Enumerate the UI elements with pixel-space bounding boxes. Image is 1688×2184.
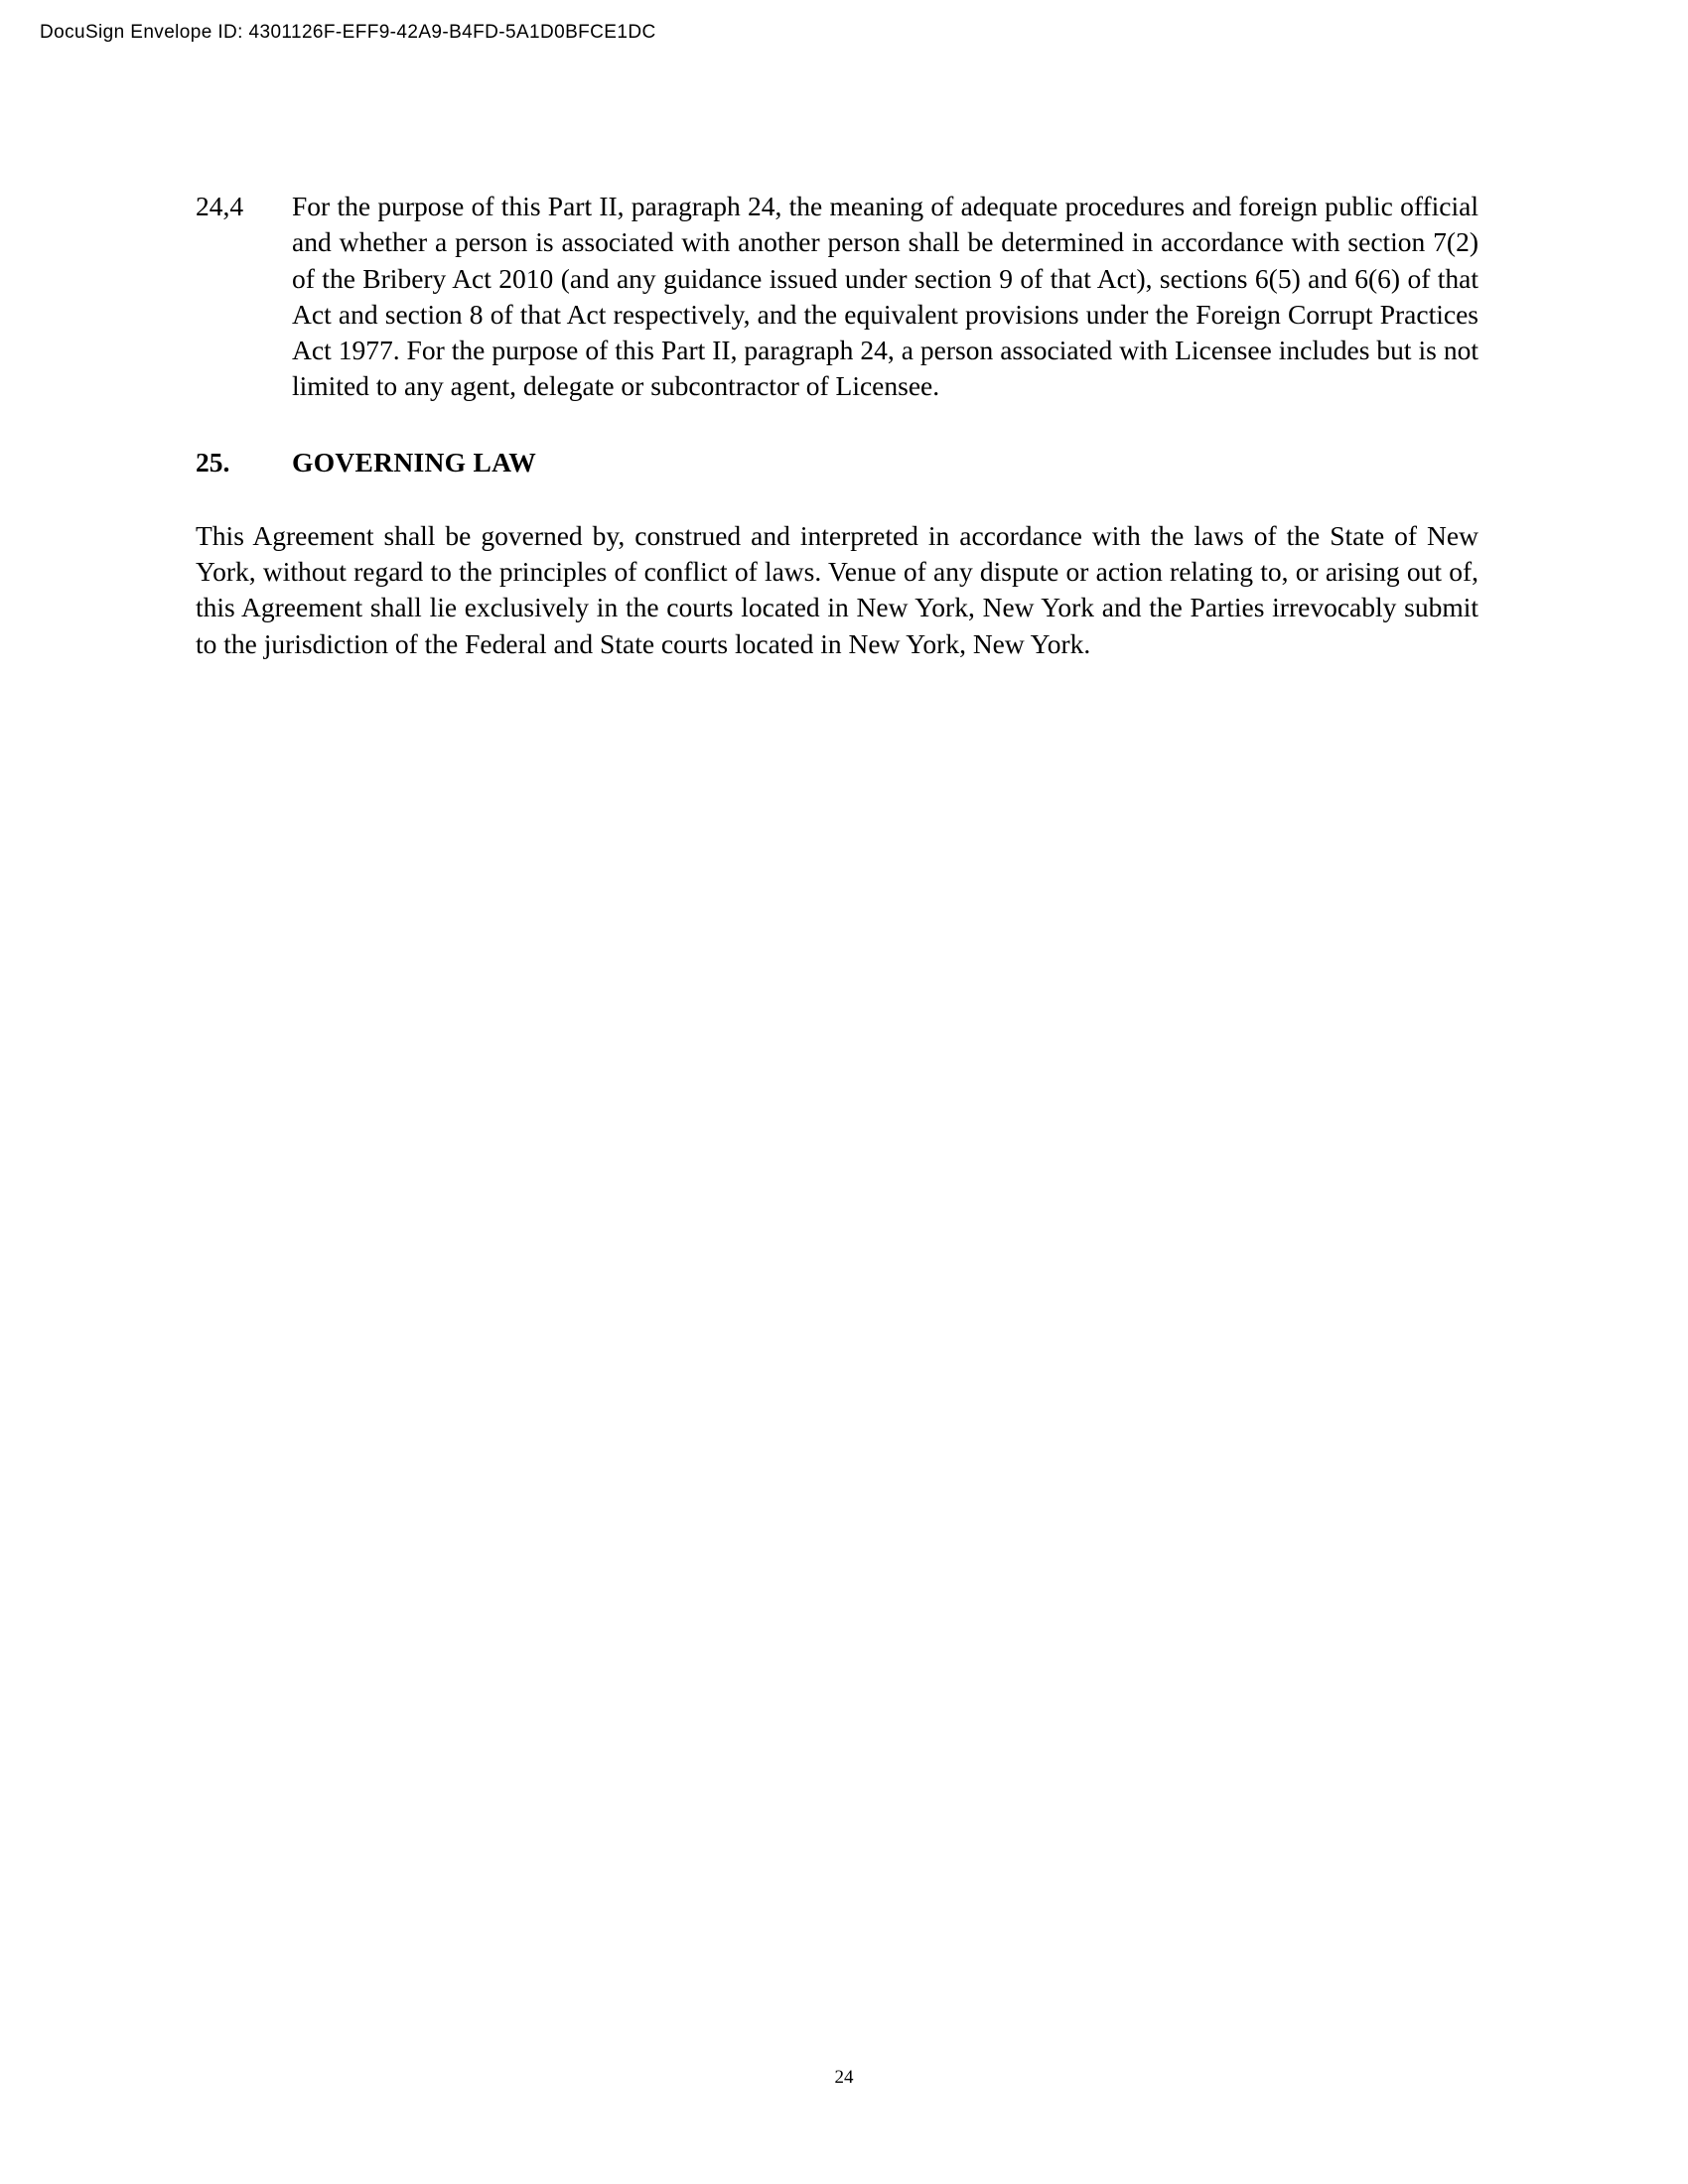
clause-24-4-number: 24,4 (196, 191, 244, 221)
section-25-title: GOVERNING LAW (292, 446, 537, 478)
document-body (196, 189, 1478, 662)
section-25-body: This Agreement shall be governed by, construed and interpreted in accordance with the laws of the State of New York, without regard to the principles of conflict of laws. Venue of any dispute or action relating to, or arising out of, this Agreement shall lie exclusively in the courts located in New York, New York and the Parties irrevocably submit to the jurisdiction of the Federal and State courts located in New York, New York. (196, 519, 1478, 659)
docusign-envelope-id: DocuSign Envelope ID: 4301126F-EFF9-42A9-B4FD-5A1D0BFCE1DC (40, 22, 656, 43)
page-number: 24 (834, 2067, 854, 2088)
section-25-heading (196, 447, 1478, 478)
clause-24-4-text: For the purpose of this Part II, paragraph 24, the meaning of adequate procedures and foreign public official and whether a person is associated with another person shall be determined in accordance with section 7(2) of the Bribery Act 2010 (and any guidance issued under section 9 of that Act), sections 6(5) and 6(6) of that Act and section 8 of that Act respectively, and the equivalent provisions under the Foreign Corrupt Practices Act 1977. For the purpose of this Part II, paragraph 24, a person associated with Licensee includes but is not limited to any agent, delegate or subcontractor of Licensee. (292, 191, 1478, 402)
section-25-number: 25. (196, 446, 230, 478)
clause-24-4 (196, 189, 1478, 405)
